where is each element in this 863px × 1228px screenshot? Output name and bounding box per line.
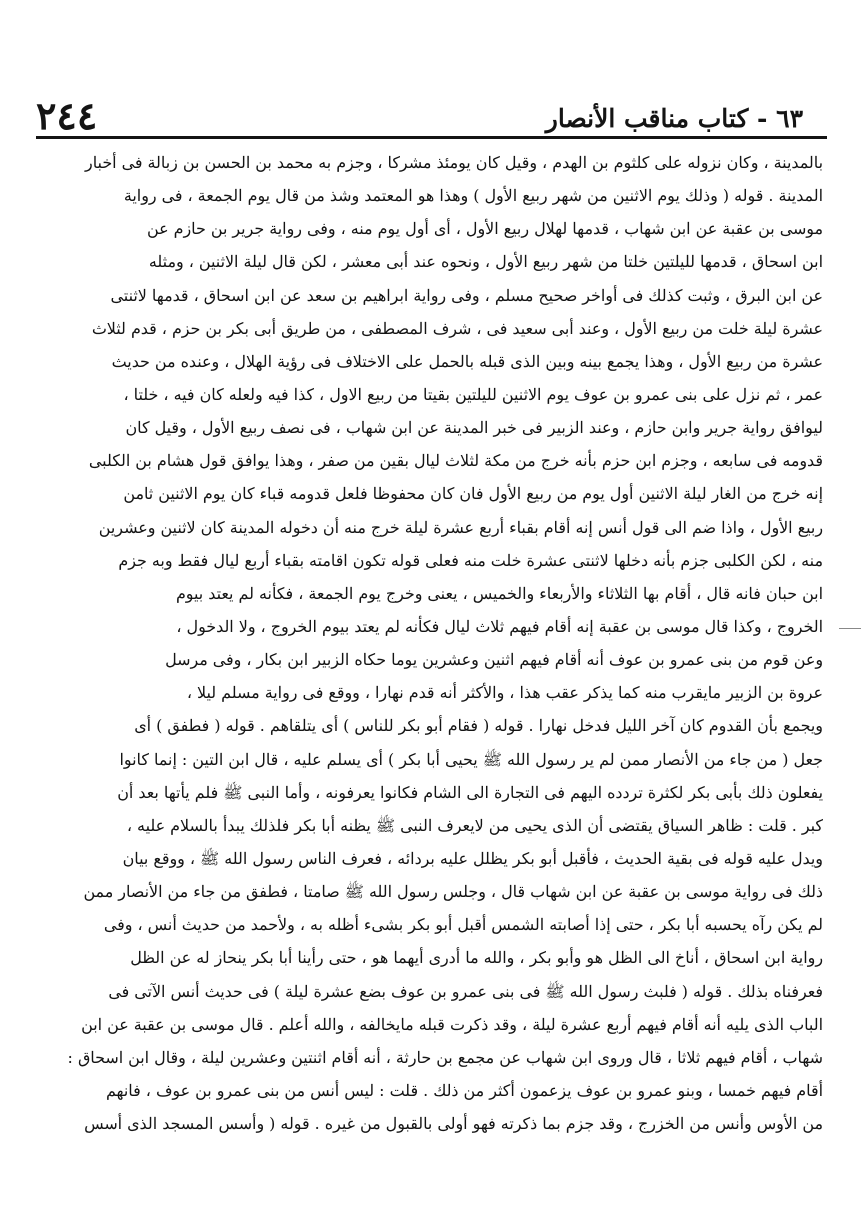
text-line: جعل ( من جاء من الأنصار ممن لم ير رسول الله ﷺ يحيى أبا بكر ) أى يسلم عليه ، قال ابن التين : إنما كانوا [119, 749, 823, 769]
header-divider [36, 136, 827, 139]
page-body-text [36, 146, 823, 1140]
text-line: من الأوس وأنس من الخزرج ، وقد جزم بما ذكرته فهو أولى بالقبول من غيره . قوله ( وأسس المسجد الذى أسس [84, 1114, 823, 1134]
text-line: وعن قوم من بنى عمرو بن عوف أنه أقام فيهم اثنين وعشرين يوما حكاه الزبير ابن بكار ، وفى مرسل [165, 650, 823, 670]
text-line: رواية ابن اسحاق ، أناخ الى الظل هو وأبو بكر ، والله ما أدرى أيهما هو ، حتى رأينا أبا بكر ينحاز له عن الظل [130, 948, 823, 968]
text-line: منه ، لكن الكلبى جزم بأنه دخلها لاثنتى عشرة خلت منه فعلى قوله تكون اقامته بقباء أربع ليال فقط وبه جزم [118, 550, 823, 570]
page-header [36, 92, 803, 136]
text-line: بالمدينة ، وكان نزوله على كلثوم بن الهدم ، وقيل كان يومئذ مشركا ، وجزم به محمد بن الحسن بن زبالة فى أخبار [85, 153, 823, 172]
text-line: ابن حبان فانه قال ، أقام بها الثلاثاء والأربعاء والخميس ، يعنى وخرج يوم الجمعة ، فكأنه لم يعتد بيوم [175, 583, 823, 603]
text-line: كبر . قلت : ظاهر السياق يقتضى أن الذى يحيى من لايعرف النبى ﷺ يظنه أبا بكر فلذلك يبدأ بالسلام عليه ، [126, 815, 823, 835]
text-line: أقام فيهم خمسا ، وبنو عمرو بن عوف يزعمون أكثر من ذلك . قلت : ليس أنس من بنى عمرو بن عوف ، فانهم [105, 1080, 823, 1100]
text-line: قدومه فى سابعه ، وجزم ابن حزم بأنه خرج من مكة لثلاث ليال بقين من صفر ، وهذا يوافق قول هشام بن الكلبى [88, 451, 823, 471]
text-line: فعرفناه بذلك . قوله ( فلبث رسول الله ﷺ فى بنى عمرو بن عوف بضع عشرة ليلة ) فى حديث أنس الآتى فى [108, 981, 823, 1001]
text-line: ابن اسحاق ، قدمها لليلتين خلتا من شهر ربيع الأول ، ونحوه عند أبى معشر ، لكن قال ليلة الاثنين ، ومثله [148, 252, 823, 272]
text-line: ليوافق رواية جرير وابن حازم ، وعند الزبير فى خبر المدينة عن ابن شهاب ، فى نصف ربيع الأول ، وقيل كان [125, 418, 823, 438]
text-line: لم يكن رآه يحسبه أبا بكر ، حتى إذا أصابته الشمس أقبل أبو بكر بشىء أظله به ، ولأحمد من حديث أنس ، وفى [103, 915, 823, 935]
page-number: ٢٤٤ [36, 93, 98, 138]
text-line: عمر ، ثم نزل على بنى عمرو بن عوف يوم الاثنين لليلتين بقيتا من ربيع الاول ، كذا فيه ولعله كان فيه ، خلتا ، [123, 384, 823, 404]
text-line: ويجمع بأن القدوم كان آخر الليل فدخل نهارا . قوله ( فقام أبو بكر للناس ) أى يتلقاهم . قوله ( فطفق ) أى [134, 716, 823, 736]
text-line: الخروج ، وكذا قال موسى بن عقبة إنه أقام فيهم ثلاث ليال فكأنه لم يعتد بيوم الخروج ، ولا الدخول ، [176, 616, 823, 636]
text-line: المدينة . قوله ( وذلك يوم الاثنين من شهر ربيع الأول ) وهذا هو المعتمد وشذ من قال يوم الجمعة ، فى رواية [123, 186, 823, 206]
text-line: عن ابن البرق ، وثبت كذلك فى أواخر صحيح مسلم ، وفى رواية ابراهيم بن سعد عن ابن اسحاق ، قدمها لاثنتى [110, 285, 823, 305]
text-line: ذلك فى رواية موسى بن عقبة عن ابن شهاب قال ، وجلس رسول الله ﷺ صامتا ، فطفق من جاء من الأنصار ممن [83, 882, 823, 902]
text-line: الباب الذى يليه أنه أقام فيهم أربع عشرة ليلة ، وقد ذكرت قبله مايخالفه ، والله أعلم . قال موسى بن عقبة عن ابن [81, 1014, 823, 1034]
text-line: ربيع الأول ، واذا ضم الى قول أنس إنه أقام بقباء أربع عشرة ليلة خرج منه أن دخوله المدينة كان لاثنين وعشرين [98, 517, 823, 537]
text-line: شهاب ، أقام فيهم ثلاثا ، قال وروى ابن شهاب عن مجمع بن حارثة ، أنه أقام اثنتين وعشرين ليلة ، وقال ابن اسحاق : [67, 1047, 823, 1067]
text-line: عشرة من ربيع الأول ، وهذا يجمع بينه وبين الذى قبله بالحمل على الاختلاف فى رؤية الهلال ، وعنده من حديث [111, 351, 823, 371]
text-line: موسى بن عقبة عن ابن شهاب ، قدمها لهلال ربيع الأول ، أى أول يوم منه ، وفى رواية جرير بن حازم عن [146, 219, 823, 239]
text-line: عروة بن الزبير مايقرب منه كما يذكر عقب هذا ، والأكثر أنه قدم نهارا ، ووقع فى رواية مسلم ليلا ، [186, 683, 823, 703]
text-line: ويدل عليه قوله فى بقية الحديث ، فأقبل أبو بكر يظلل عليه بردائه ، فعرف الناس رسول الله ﷺ ، ووقع بيان [122, 848, 823, 868]
text-line: يفعلون ذلك بأبى بكر لكثرة تردده اليهم فى التجارة الى الشام فكانوا يعرفونه ، وأما النبى ﷺ فلم يأتها بعد أن [117, 782, 823, 802]
running-title: ٦٣ - كتاب مناقب الأنصار [545, 104, 803, 133]
margin-mark [839, 628, 861, 629]
text-line: عشرة ليلة خلت من ربيع الأول ، وعند أبى سعيد فى ، شرف المصطفى ، من طريق أبى بكر بن حزم ، قدم لثلاث [91, 318, 823, 338]
text-line: إنه خرج من الغار ليلة الاثنين أول يوم من ربيع الأول فان كان محفوظا فلعل قدومه قباء كان يوم الاثنين ثامن [123, 484, 823, 504]
